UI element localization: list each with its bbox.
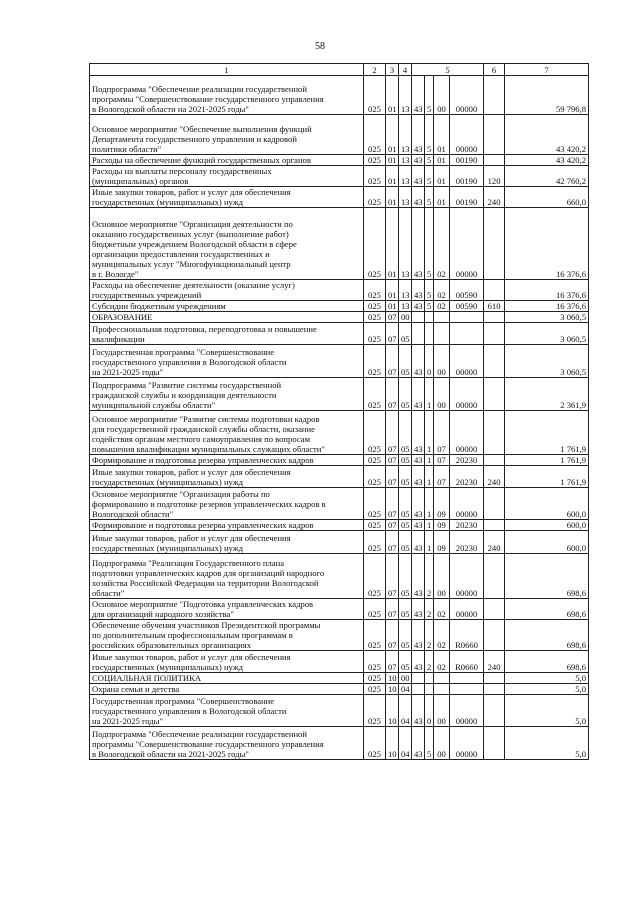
code-event: 00 — [434, 76, 450, 115]
code-gr: 025 — [364, 208, 386, 280]
code-vr — [484, 695, 505, 727]
row-name: Иные закупки товаров, работ и услуг для обеспечения государственных (муниципальных) нужд — [90, 531, 364, 554]
code-event: 00 — [434, 554, 450, 599]
code-gr: 025 — [364, 599, 386, 620]
code-program: 43 — [412, 378, 425, 411]
code-subprogram — [425, 312, 434, 323]
table-row — [90, 378, 589, 411]
code-vr — [484, 554, 505, 599]
table-row — [90, 488, 589, 520]
code-event: 01 — [434, 187, 450, 208]
code-vr — [484, 115, 505, 155]
row-amount: 1 761,9 — [505, 466, 589, 488]
code-event: 02 — [434, 301, 450, 312]
code-direction: 20230 — [450, 455, 484, 466]
row-name: Обеспечение обучения участников Президентской программы по дополнительным профессиональным программам в российских образовательных организациях — [90, 620, 364, 651]
row-name: Основное мероприятие "Организация работы по формированию и подготовке резервов управленческих кадров в Вологодской области" — [90, 488, 364, 520]
code-direction — [450, 684, 484, 695]
code-gr: 025 — [364, 411, 386, 455]
code-program: 43 — [412, 280, 425, 301]
code-pr: 13 — [399, 280, 412, 301]
code-gr: 025 — [364, 155, 386, 166]
table-row — [90, 727, 589, 760]
code-pr: 05 — [399, 411, 412, 455]
row-amount: 16 376,6 — [505, 208, 589, 280]
code-vr — [484, 673, 505, 684]
code-direction: 00000 — [450, 76, 484, 115]
code-gr: 025 — [364, 695, 386, 727]
row-amount: 600,0 — [505, 520, 589, 531]
table-row — [90, 466, 589, 488]
code-program: 43 — [412, 531, 425, 554]
code-gr: 025 — [364, 301, 386, 312]
code-direction: R0660 — [450, 620, 484, 651]
table-row — [90, 554, 589, 599]
row-amount: 5,0 — [505, 673, 589, 684]
row-name: Основное мероприятие "Подготовка управленческих кадров для организаций народного хозяйства" — [90, 599, 364, 620]
code-vr: 240 — [484, 187, 505, 208]
row-amount: 698,6 — [505, 554, 589, 599]
row-amount: 42 760,2 — [505, 166, 589, 187]
code-gr: 025 — [364, 466, 386, 488]
code-subprogram: 2 — [425, 554, 434, 599]
code-pr: 05 — [399, 345, 412, 378]
code-rz: 07 — [386, 345, 399, 378]
code-vr — [484, 620, 505, 651]
column-header: 7 — [505, 64, 589, 76]
code-gr: 025 — [364, 651, 386, 673]
code-direction: 00590 — [450, 301, 484, 312]
table-row — [90, 155, 589, 166]
code-pr: 13 — [399, 115, 412, 155]
code-program: 43 — [412, 466, 425, 488]
row-name: ОБРАЗОВАНИЕ — [90, 312, 364, 323]
code-subprogram: 1 — [425, 531, 434, 554]
code-vr — [484, 208, 505, 280]
row-name: Основное мероприятие "Обеспечение выполнения функций Департамента государственного управления и кадровой политики области" — [90, 115, 364, 155]
code-subprogram: 5 — [425, 155, 434, 166]
row-name: Охрана семьи и детства — [90, 684, 364, 695]
code-gr: 025 — [364, 115, 386, 155]
code-rz: 07 — [386, 554, 399, 599]
code-rz: 01 — [386, 208, 399, 280]
code-pr: 13 — [399, 301, 412, 312]
row-name: Подпрограмма "Обеспечение реализации государственной программы "Совершенствование государственного управления в Вологодской области на 2021-2025 годы" — [90, 727, 364, 760]
code-rz: 07 — [386, 599, 399, 620]
code-pr: 05 — [399, 488, 412, 520]
code-rz: 07 — [386, 312, 399, 323]
code-direction: R0660 — [450, 651, 484, 673]
code-gr: 025 — [364, 323, 386, 345]
code-subprogram: 1 — [425, 520, 434, 531]
code-gr: 025 — [364, 280, 386, 301]
code-direction — [450, 312, 484, 323]
table-row — [90, 695, 589, 727]
table-row — [90, 684, 589, 695]
table-row — [90, 280, 589, 301]
row-amount: 16 376,6 — [505, 280, 589, 301]
code-vr — [484, 684, 505, 695]
code-program: 43 — [412, 455, 425, 466]
code-rz: 07 — [386, 620, 399, 651]
code-subprogram: 1 — [425, 455, 434, 466]
table-row — [90, 411, 589, 455]
column-header: 4 — [399, 64, 412, 76]
table-row — [90, 323, 589, 345]
code-subprogram: 5 — [425, 115, 434, 155]
row-name: Иные закупки товаров, работ и услуг для обеспечения государственных (муниципальных) нужд — [90, 187, 364, 208]
table-row — [90, 651, 589, 673]
code-subprogram: 2 — [425, 651, 434, 673]
code-gr: 025 — [364, 554, 386, 599]
row-name: Формирование и подготовка резерва управленческих кадров — [90, 520, 364, 531]
column-header: 6 — [484, 64, 505, 76]
code-pr: 05 — [399, 466, 412, 488]
code-vr — [484, 488, 505, 520]
row-name: Государственная программа "Совершенствование государственного управления в Вологодской области на 2021-2025 годы" — [90, 345, 364, 378]
row-amount: 600,0 — [505, 531, 589, 554]
row-amount: 1 761,9 — [505, 455, 589, 466]
row-name: Субсидии бюджетным учреждениям — [90, 301, 364, 312]
code-rz: 07 — [386, 323, 399, 345]
code-vr: 240 — [484, 651, 505, 673]
row-amount: 698,6 — [505, 599, 589, 620]
code-subprogram: 1 — [425, 378, 434, 411]
code-program: 43 — [412, 695, 425, 727]
code-event: 02 — [434, 208, 450, 280]
row-name: Расходы на обеспечение деятельности (оказание услуг) государственных учреждений — [90, 280, 364, 301]
code-subprogram: 5 — [425, 208, 434, 280]
code-event — [434, 673, 450, 684]
code-program: 43 — [412, 411, 425, 455]
code-program: 43 — [412, 208, 425, 280]
row-amount: 3 060,5 — [505, 312, 589, 323]
code-subprogram — [425, 673, 434, 684]
code-subprogram — [425, 323, 434, 345]
code-vr: 240 — [484, 531, 505, 554]
code-rz: 01 — [386, 187, 399, 208]
table-row — [90, 208, 589, 280]
table-row — [90, 301, 589, 312]
code-direction: 00000 — [450, 488, 484, 520]
code-rz: 01 — [386, 280, 399, 301]
table-row — [90, 520, 589, 531]
code-subprogram: 5 — [425, 166, 434, 187]
code-event: 02 — [434, 651, 450, 673]
code-direction: 00000 — [450, 727, 484, 760]
code-program: 43 — [412, 727, 425, 760]
code-gr: 025 — [364, 76, 386, 115]
row-name: Формирование и подготовка резерва управленческих кадров — [90, 455, 364, 466]
code-event: 07 — [434, 411, 450, 455]
code-vr — [484, 155, 505, 166]
row-name: Подпрограмма "Развитие системы государственной гражданской службы и координация деятельности муниципальной службы области" — [90, 378, 364, 411]
code-event: 00 — [434, 727, 450, 760]
row-name: Основное мероприятие "Организация деятельности по оказанию государственных услуг (выполнение работ) бюджетным учреждением Вологодской области в сфере организации предоставления государственных и муниципальных услуг "Многофункциональный центр в г. Вологде" — [90, 208, 364, 280]
code-direction: 00000 — [450, 695, 484, 727]
code-vr — [484, 599, 505, 620]
code-program: 43 — [412, 488, 425, 520]
code-program — [412, 673, 425, 684]
row-amount: 5,0 — [505, 727, 589, 760]
code-direction: 00000 — [450, 411, 484, 455]
row-amount: 16 376,6 — [505, 301, 589, 312]
code-vr — [484, 520, 505, 531]
code-subprogram: 5 — [425, 727, 434, 760]
code-program: 43 — [412, 301, 425, 312]
code-subprogram: 1 — [425, 466, 434, 488]
code-direction: 00000 — [450, 345, 484, 378]
code-vr: 240 — [484, 466, 505, 488]
code-event: 02 — [434, 620, 450, 651]
code-subprogram: 2 — [425, 620, 434, 651]
row-name: Иные закупки товаров, работ и услуг для обеспечения государственных (муниципальных) нужд — [90, 651, 364, 673]
code-rz: 07 — [386, 488, 399, 520]
table-row — [90, 76, 589, 115]
code-vr — [484, 411, 505, 455]
row-name: Расходы на обеспечение функций государственных органов — [90, 155, 364, 166]
column-header: 3 — [386, 64, 399, 76]
row-name: Основное мероприятие "Развитие системы подготовки кадров для государственной гражданской службы области, оказание содействия органам местного самоуправления по вопросам повышения квалификации муниципальных служащих области" — [90, 411, 364, 455]
code-pr: 04 — [399, 684, 412, 695]
code-gr: 025 — [364, 727, 386, 760]
code-rz: 01 — [386, 301, 399, 312]
code-program: 43 — [412, 554, 425, 599]
table-row — [90, 531, 589, 554]
code-rz: 07 — [386, 520, 399, 531]
code-gr: 025 — [364, 488, 386, 520]
code-direction: 00190 — [450, 155, 484, 166]
code-event: 02 — [434, 599, 450, 620]
table-row — [90, 620, 589, 651]
row-amount: 3 060,5 — [505, 345, 589, 378]
row-amount: 5,0 — [505, 684, 589, 695]
row-amount: 3 060,5 — [505, 323, 589, 345]
code-rz: 01 — [386, 166, 399, 187]
code-direction: 00000 — [450, 115, 484, 155]
row-name: Иные закупки товаров, работ и услуг для обеспечения государственных (муниципальных) нужд — [90, 466, 364, 488]
code-gr: 025 — [364, 187, 386, 208]
code-subprogram: 1 — [425, 411, 434, 455]
code-vr — [484, 727, 505, 760]
code-direction — [450, 323, 484, 345]
column-header: 5 — [412, 64, 484, 76]
code-pr: 00 — [399, 312, 412, 323]
table-row — [90, 187, 589, 208]
code-program: 43 — [412, 166, 425, 187]
code-pr: 00 — [399, 673, 412, 684]
code-gr: 025 — [364, 166, 386, 187]
page-number: 58 — [315, 41, 325, 52]
budget-table — [89, 63, 589, 760]
code-event: 02 — [434, 280, 450, 301]
row-amount: 43 420,2 — [505, 155, 589, 166]
table-row — [90, 345, 589, 378]
code-program: 43 — [412, 76, 425, 115]
row-amount: 43 420,2 — [505, 115, 589, 155]
code-subprogram: 5 — [425, 76, 434, 115]
code-gr: 025 — [364, 531, 386, 554]
code-direction: 00190 — [450, 166, 484, 187]
code-pr: 05 — [399, 651, 412, 673]
row-amount: 698,6 — [505, 651, 589, 673]
code-vr — [484, 76, 505, 115]
row-name: Профессиональная подготовка, переподготовка и повышение квалификации — [90, 323, 364, 345]
row-amount: 2 361,9 — [505, 378, 589, 411]
code-pr: 05 — [399, 554, 412, 599]
code-pr: 05 — [399, 520, 412, 531]
code-rz: 07 — [386, 378, 399, 411]
code-vr — [484, 455, 505, 466]
code-rz: 07 — [386, 411, 399, 455]
code-rz: 10 — [386, 684, 399, 695]
code-rz: 10 — [386, 695, 399, 727]
code-program — [412, 312, 425, 323]
table-row — [90, 455, 589, 466]
code-rz: 01 — [386, 76, 399, 115]
code-vr — [484, 345, 505, 378]
code-direction: 00190 — [450, 187, 484, 208]
code-gr: 025 — [364, 378, 386, 411]
code-rz: 10 — [386, 727, 399, 760]
code-direction — [450, 673, 484, 684]
code-program: 43 — [412, 599, 425, 620]
code-gr: 025 — [364, 345, 386, 378]
code-pr: 13 — [399, 187, 412, 208]
code-pr: 04 — [399, 695, 412, 727]
code-subprogram: 1 — [425, 488, 434, 520]
code-pr: 05 — [399, 531, 412, 554]
row-name: Расходы на выплаты персоналу государственных (муниципальных) органов — [90, 166, 364, 187]
row-name: Государственная программа "Совершенствование государственного управления в Вологодской области на 2021-2025 годы" — [90, 695, 364, 727]
code-vr: 610 — [484, 301, 505, 312]
code-pr: 13 — [399, 155, 412, 166]
code-rz: 07 — [386, 455, 399, 466]
column-header: 2 — [364, 64, 386, 76]
code-pr: 13 — [399, 166, 412, 187]
code-pr: 05 — [399, 599, 412, 620]
code-vr — [484, 280, 505, 301]
row-amount: 660,0 — [505, 187, 589, 208]
code-event: 00 — [434, 378, 450, 411]
code-rz: 07 — [386, 466, 399, 488]
code-subprogram: 0 — [425, 345, 434, 378]
code-direction: 00590 — [450, 280, 484, 301]
code-event: 01 — [434, 115, 450, 155]
code-rz: 07 — [386, 531, 399, 554]
code-direction: 00000 — [450, 599, 484, 620]
code-gr: 025 — [364, 620, 386, 651]
code-event: 01 — [434, 166, 450, 187]
code-program: 43 — [412, 187, 425, 208]
code-gr: 025 — [364, 673, 386, 684]
code-vr — [484, 323, 505, 345]
code-direction: 20230 — [450, 520, 484, 531]
code-program: 43 — [412, 115, 425, 155]
code-pr: 05 — [399, 455, 412, 466]
table-row — [90, 673, 589, 684]
code-vr: 120 — [484, 166, 505, 187]
row-name: Подпрограмма "Обеспечение реализации государственной программы "Совершенствование государственного управления в Вологодской области на 2021-2025 годы" — [90, 76, 364, 115]
code-event: 07 — [434, 466, 450, 488]
code-event: 09 — [434, 520, 450, 531]
code-program — [412, 323, 425, 345]
code-direction: 20230 — [450, 466, 484, 488]
code-pr: 04 — [399, 727, 412, 760]
header-row — [90, 64, 589, 76]
code-rz: 01 — [386, 155, 399, 166]
code-rz: 10 — [386, 673, 399, 684]
row-name: СОЦИАЛЬНАЯ ПОЛИТИКА — [90, 673, 364, 684]
code-subprogram: 5 — [425, 187, 434, 208]
code-subprogram: 2 — [425, 599, 434, 620]
code-vr — [484, 312, 505, 323]
table-row — [90, 115, 589, 155]
code-program: 43 — [412, 520, 425, 531]
code-subprogram: 5 — [425, 301, 434, 312]
code-program: 43 — [412, 155, 425, 166]
row-name: Подпрограмма "Реализация Государственного плана подготовки управленческих кадров для организаций народного хозяйства Российской Федерации на территории Вологодской области" — [90, 554, 364, 599]
code-subprogram: 0 — [425, 695, 434, 727]
code-direction: 20230 — [450, 531, 484, 554]
code-event: 07 — [434, 455, 450, 466]
code-pr: 05 — [399, 323, 412, 345]
code-gr: 025 — [364, 520, 386, 531]
code-program — [412, 684, 425, 695]
column-header: 1 — [90, 64, 364, 76]
code-pr: 05 — [399, 620, 412, 651]
code-event — [434, 684, 450, 695]
row-amount: 1 761,9 — [505, 411, 589, 455]
row-amount: 600,0 — [505, 488, 589, 520]
code-pr: 05 — [399, 378, 412, 411]
code-event — [434, 312, 450, 323]
code-pr: 13 — [399, 208, 412, 280]
code-program: 43 — [412, 651, 425, 673]
code-rz: 07 — [386, 651, 399, 673]
code-subprogram: 5 — [425, 280, 434, 301]
code-gr: 025 — [364, 684, 386, 695]
table-row — [90, 599, 589, 620]
code-direction: 00000 — [450, 208, 484, 280]
code-vr — [484, 378, 505, 411]
code-gr: 025 — [364, 312, 386, 323]
code-direction: 00000 — [450, 554, 484, 599]
table-row — [90, 312, 589, 323]
code-pr: 13 — [399, 76, 412, 115]
code-program: 43 — [412, 620, 425, 651]
code-direction: 00000 — [450, 378, 484, 411]
code-event: 01 — [434, 155, 450, 166]
code-event: 00 — [434, 695, 450, 727]
row-amount: 5,0 — [505, 695, 589, 727]
code-program: 43 — [412, 345, 425, 378]
code-rz: 01 — [386, 115, 399, 155]
row-amount: 59 796,8 — [505, 76, 589, 115]
code-gr: 025 — [364, 455, 386, 466]
table-row — [90, 166, 589, 187]
code-event: 09 — [434, 531, 450, 554]
code-event: 00 — [434, 345, 450, 378]
code-subprogram — [425, 684, 434, 695]
code-event — [434, 323, 450, 345]
row-amount: 698,6 — [505, 620, 589, 651]
code-event: 09 — [434, 488, 450, 520]
